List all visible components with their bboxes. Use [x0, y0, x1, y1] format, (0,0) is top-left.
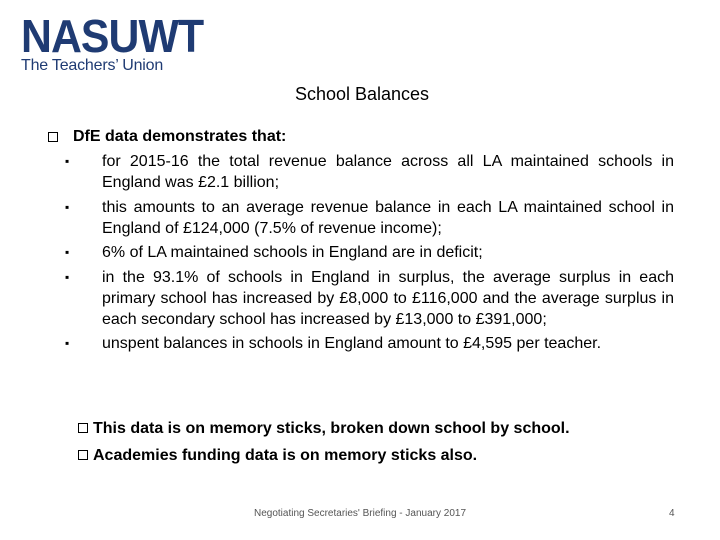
nasuwt-logo	[21, 12, 211, 74]
list-item	[48, 197, 674, 239]
list-item	[48, 242, 674, 263]
logo-wordmark: NASUWT	[21, 10, 204, 62]
slide-title	[0, 84, 720, 104]
footer-text: Negotiating Secretaries' Briefing - January 2017	[253, 508, 467, 519]
lead-text: DfE data demonstrates that:	[73, 128, 287, 145]
note-text: This data is on memory sticks, broken down school by school.	[93, 420, 570, 437]
page-number: 4	[669, 508, 675, 519]
small-square-icon: ▪	[65, 245, 70, 259]
list-item	[48, 333, 674, 354]
note-row	[78, 445, 698, 466]
hollow-square-icon	[78, 423, 88, 433]
note-text: Academies funding data is on memory sticks also.	[93, 447, 478, 464]
hollow-square-icon	[78, 450, 88, 460]
main-content	[48, 127, 674, 358]
bullet-text: this amounts to an average revenue balance in each LA maintained school in England of £124,000 (7.5% of revenue income);	[102, 198, 674, 237]
lead-row	[48, 127, 674, 147]
bullet-text: unspent balances in schools in England amount to £4,595 per teacher.	[102, 335, 602, 352]
bullet-text: for 2015-16 the total revenue balance across all LA maintained schools in England was £2.1 billion;	[102, 153, 674, 191]
logo-tagline: The Teachers’ Union	[21, 57, 164, 74]
small-square-icon: ▪	[65, 336, 70, 350]
slide-title-text: School Balances	[294, 84, 430, 104]
bullet-text: in the 93.1% of schools in England in surplus, the average surplus in each primary school has increased by £8,000 to £116,000 and the average surplus in each secondary school has increased by £13,000 to £391,000;	[102, 268, 674, 328]
notes-section	[78, 418, 698, 472]
bullet-text: 6% of LA maintained schools in England are in deficit;	[102, 244, 483, 261]
note-row	[78, 418, 698, 439]
small-square-icon: ▪	[65, 199, 70, 214]
list-item	[48, 151, 674, 193]
list-item	[48, 267, 674, 330]
bullet-list	[48, 151, 674, 354]
hollow-square-icon	[48, 132, 58, 142]
footer	[0, 508, 720, 519]
small-square-icon: ▪	[65, 269, 70, 284]
small-square-icon: ▪	[65, 154, 70, 168]
